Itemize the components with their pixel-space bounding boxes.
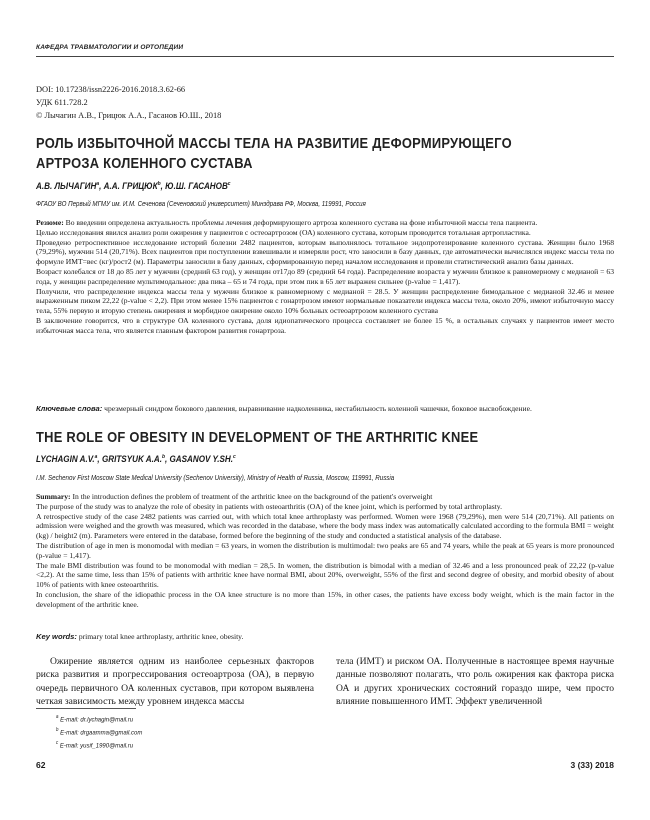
- issue-number: 3 (33) 2018: [570, 760, 614, 770]
- ru-author-1: А.В. ЛЫЧАГИН: [36, 181, 97, 191]
- ru-keywords-text: чрезмерный синдром бокового давления, выравнивание надколенника, нестабильность коленной чашечки, боковое высвобождение.: [104, 404, 532, 413]
- en-author-mark-1: a: [94, 454, 98, 460]
- ru-abstract-p1: Во введении определена актуальность проблемы лечения деформирующего артроза коленного сустава на фоне избыточной массы тела пациента.: [65, 218, 538, 227]
- ru-abstract-p5: Получили, что распределение индекса массы тела у мужчин близкое к равномерному с медианой = 28.5. У женщин распределение бимодальное с медианой 32.46 и менее выраженным пиком 22,22 (p-value < 2,2). При этом менее 15% пациентов с гонартрозом имеют нормальные показатели индекса массы тела, около 20%, имеют избыточную массу тела, 55% первую и вторую степень ожирения и морбидное ожирение около 10% больных остеоартрозом коленного сустава: [36, 286, 614, 316]
- ru-abstract: [36, 218, 614, 336]
- body-column-right: тела (ИМТ) и риском ОА. Полученные в настоящее время научные данные позволяют полагать, что роль ожирения как фактора риска ОА и других хронических состояний гораздо шире, чем просто влияние повышенного ИМТ. Эффект увеличенной: [336, 656, 614, 708]
- en-abstract-label: Summary:: [36, 492, 71, 501]
- ru-keywords: [36, 404, 614, 414]
- header-rule: [36, 56, 614, 57]
- ru-keywords-label: Ключевые слова:: [36, 404, 103, 413]
- en-abstract-p5: The male BMI distribution was found to be monomodal with median = 28,5. In women, the distribution is bimodal with a median of 32.46 and a less pronounced peak of 22,22 (p-value <2,2). At the same time, less than 15% of patients with arthritic knee have normal BMI, about 20%, overweight, 55% of the first and second degree of obesity, and morbid obesity of about 10% of patients with knee osteoarthritis.: [36, 560, 614, 590]
- footnote-c-mark: c: [56, 740, 59, 746]
- ru-abstract-label: Резюме:: [36, 218, 64, 227]
- en-author-1: LYCHAGIN A.V.: [36, 454, 95, 464]
- en-abstract-p1: In the introduction defines the problem of treatment of the arthritic knee on the background of the patient's overweight: [72, 492, 433, 501]
- en-author-mark-2: b: [161, 454, 165, 460]
- en-affiliation: I.M. Sechenov First Moscow State Medical University (Sechenov University), Ministry of Health of Russia, Moscow, 119991, Russia: [36, 473, 395, 482]
- body-column-left: Ожирение является одним из наиболее серьезных факторов риска развития и прогрессирования остеоартроза (ОА), в первую очередь первичного ОА коленных суставов, при котором выявлена четкая зависимость между уровнем индекса массы: [36, 656, 314, 708]
- footnote-a-text: E-mail: dr.lychagin@mail.ru: [60, 716, 134, 724]
- en-abstract-p4: The distribution of age in men is monomodal with median = 63 years, in women the distribution is multimodal: two peaks are 65 and 74 years, while the peak at 65 years is more pronounced (p-value = 1,417).: [36, 540, 614, 560]
- en-keywords-label: Key words:: [36, 632, 77, 641]
- en-abstract-p2: The purpose of the study was to analyze the role of obesity in patients with osteoarthritis (OA) of the knee joint, which is performed by total arthroplasty.: [36, 501, 502, 511]
- en-authors: LYCHAGIN A.V.$^a$, GRITSYUK A.A.$^b$, GASANOV Y.SH.$^c$: [36, 454, 236, 464]
- ru-author-2: А.А. ГРИЦЮК: [103, 181, 158, 191]
- ru-authors: А.В. ЛЫЧАГИН$^a$, А.А. ГРИЦЮК$^b$, Ю.Ш. ГАСАНОВ$^c$: [36, 181, 231, 191]
- ru-abstract-p6: В заключение говорится, что в структуре ОА коленного сустава, доля идиопатического процесса составляет не более 15 %, в остальных случаях у пациентов имеет место избыточная масса тела, что является главным фактором развития гонартроза.: [36, 315, 614, 335]
- ru-title: РОЛЬ ИЗБЫТОЧНОЙ МАССЫ ТЕЛА НА РАЗВИТИЕ ДЕФОРМИРУЮЩЕГО АРТРОЗА КОЛЕННОГО СУСТАВА: [36, 135, 512, 172]
- footnote-b-text: E-mail: drgaamma@gmail.com: [60, 729, 143, 737]
- footnote-a-mark: a: [56, 714, 59, 720]
- footnote-b-mark: b: [56, 727, 59, 733]
- page-number: 62: [36, 760, 46, 770]
- ru-abstract-p3: Проведено ретроспективное исследование историй болезни 2482 пациентов, которым выполнялось тотальное эндопротезирование коленного сустава. Женщин было 1968 (79,29%), мужчин 514 (20,71%). Всех пациентов при поступлении взвешивали и измеряли рост, что заносили в базу данных, где автоматически вычислялся индекс массы тела по формуле ИМТ=вес (кг)/рост2 (м). Параметры заносили в базу данных, сформированную перед началом исследования и провели статистический анализ базы данных.: [36, 237, 614, 267]
- ru-abstract-p4: Возраст колебался от 18 до 85 лет у мужчин (средний 63 год), у женщин от17до 89 (средний 64 года). Распределение возраста у мужчин близкое к равномерному с медианой = 63 года, у женщин распределение мультимодальное: два пика – 65 и 74 года, при этом пик в 65 лет выражен сильнее (p-value = 1,417).: [36, 266, 614, 286]
- en-author-3: GASANOV Y.SH.: [169, 454, 233, 464]
- footnote-rule: [36, 708, 136, 709]
- ru-author-mark-1: a: [96, 181, 100, 187]
- ru-author-mark-2: b: [157, 181, 161, 187]
- ru-author-mark-3: c: [227, 181, 231, 187]
- en-keywords: [36, 632, 614, 642]
- en-title: THE ROLE OF OBESITY IN DEVELOPMENT OF THE ARTHRITIC KNEE: [36, 429, 479, 446]
- en-author-mark-3: c: [232, 454, 236, 460]
- ru-affiliation: ФГАОУ ВО Первый МГМУ им. И.М. Сеченова (Сеченовский университет) Минздрава РФ, Москва, 119991, Россия: [36, 199, 366, 208]
- ru-author-3: Ю.Ш. ГАСАНОВ: [165, 181, 228, 191]
- doi: DOI: 10.17238/issn2226-2016.2018.3.62-66: [36, 85, 186, 94]
- footnote-c-text: E-mail: yusif_1990@mail.ru: [59, 742, 134, 750]
- ru-abstract-p2: Целью исследования явился анализ роли ожирения у пациентов с остеоартрозом (ОА) коленного сустава, которым проводится тотальная артропластика.: [36, 227, 531, 237]
- udk: УДК 611.728.2: [36, 98, 88, 107]
- footnote-c: [56, 740, 133, 749]
- copyright: © Лычагин А.В., Грицюк А.А., Гасанов Ю.Ш., 2018: [36, 111, 222, 120]
- en-abstract-p6: In conclusion, the share of the idiopathic process in the OA knee structure is no more than 15%, in other cases, the patients have excess body weight, which is the main factor in the development of the arthritic knee.: [36, 589, 614, 609]
- en-keywords-text: primary total knee arthroplasty, arthritic knee, obesity.: [78, 632, 244, 641]
- journal-section-header: КАФЕДРА ТРАВМАТОЛОГИИ И ОРТОПЕДИИ: [36, 44, 184, 51]
- en-author-2: GRITSYUK A.A.: [101, 454, 162, 464]
- en-abstract-p3: A retrospective study of the case 2482 patients was carried out, with which total knee arthroplasty was performed. Women were 1968 (79,29%), men were 514 (20,71%). All patients on admission were weighed and the growth was measured, which was recorded in the database, where the body mass index was automatically calculated according to the formula BMI = weight (kg) / height2 (m). Parameters were entered in the database, formed before the beginning of the study and conducted a statistical analysis of the database.: [36, 511, 614, 541]
- footnote-b: [56, 727, 142, 736]
- en-abstract: [36, 492, 614, 610]
- footnote-a: [56, 714, 133, 723]
